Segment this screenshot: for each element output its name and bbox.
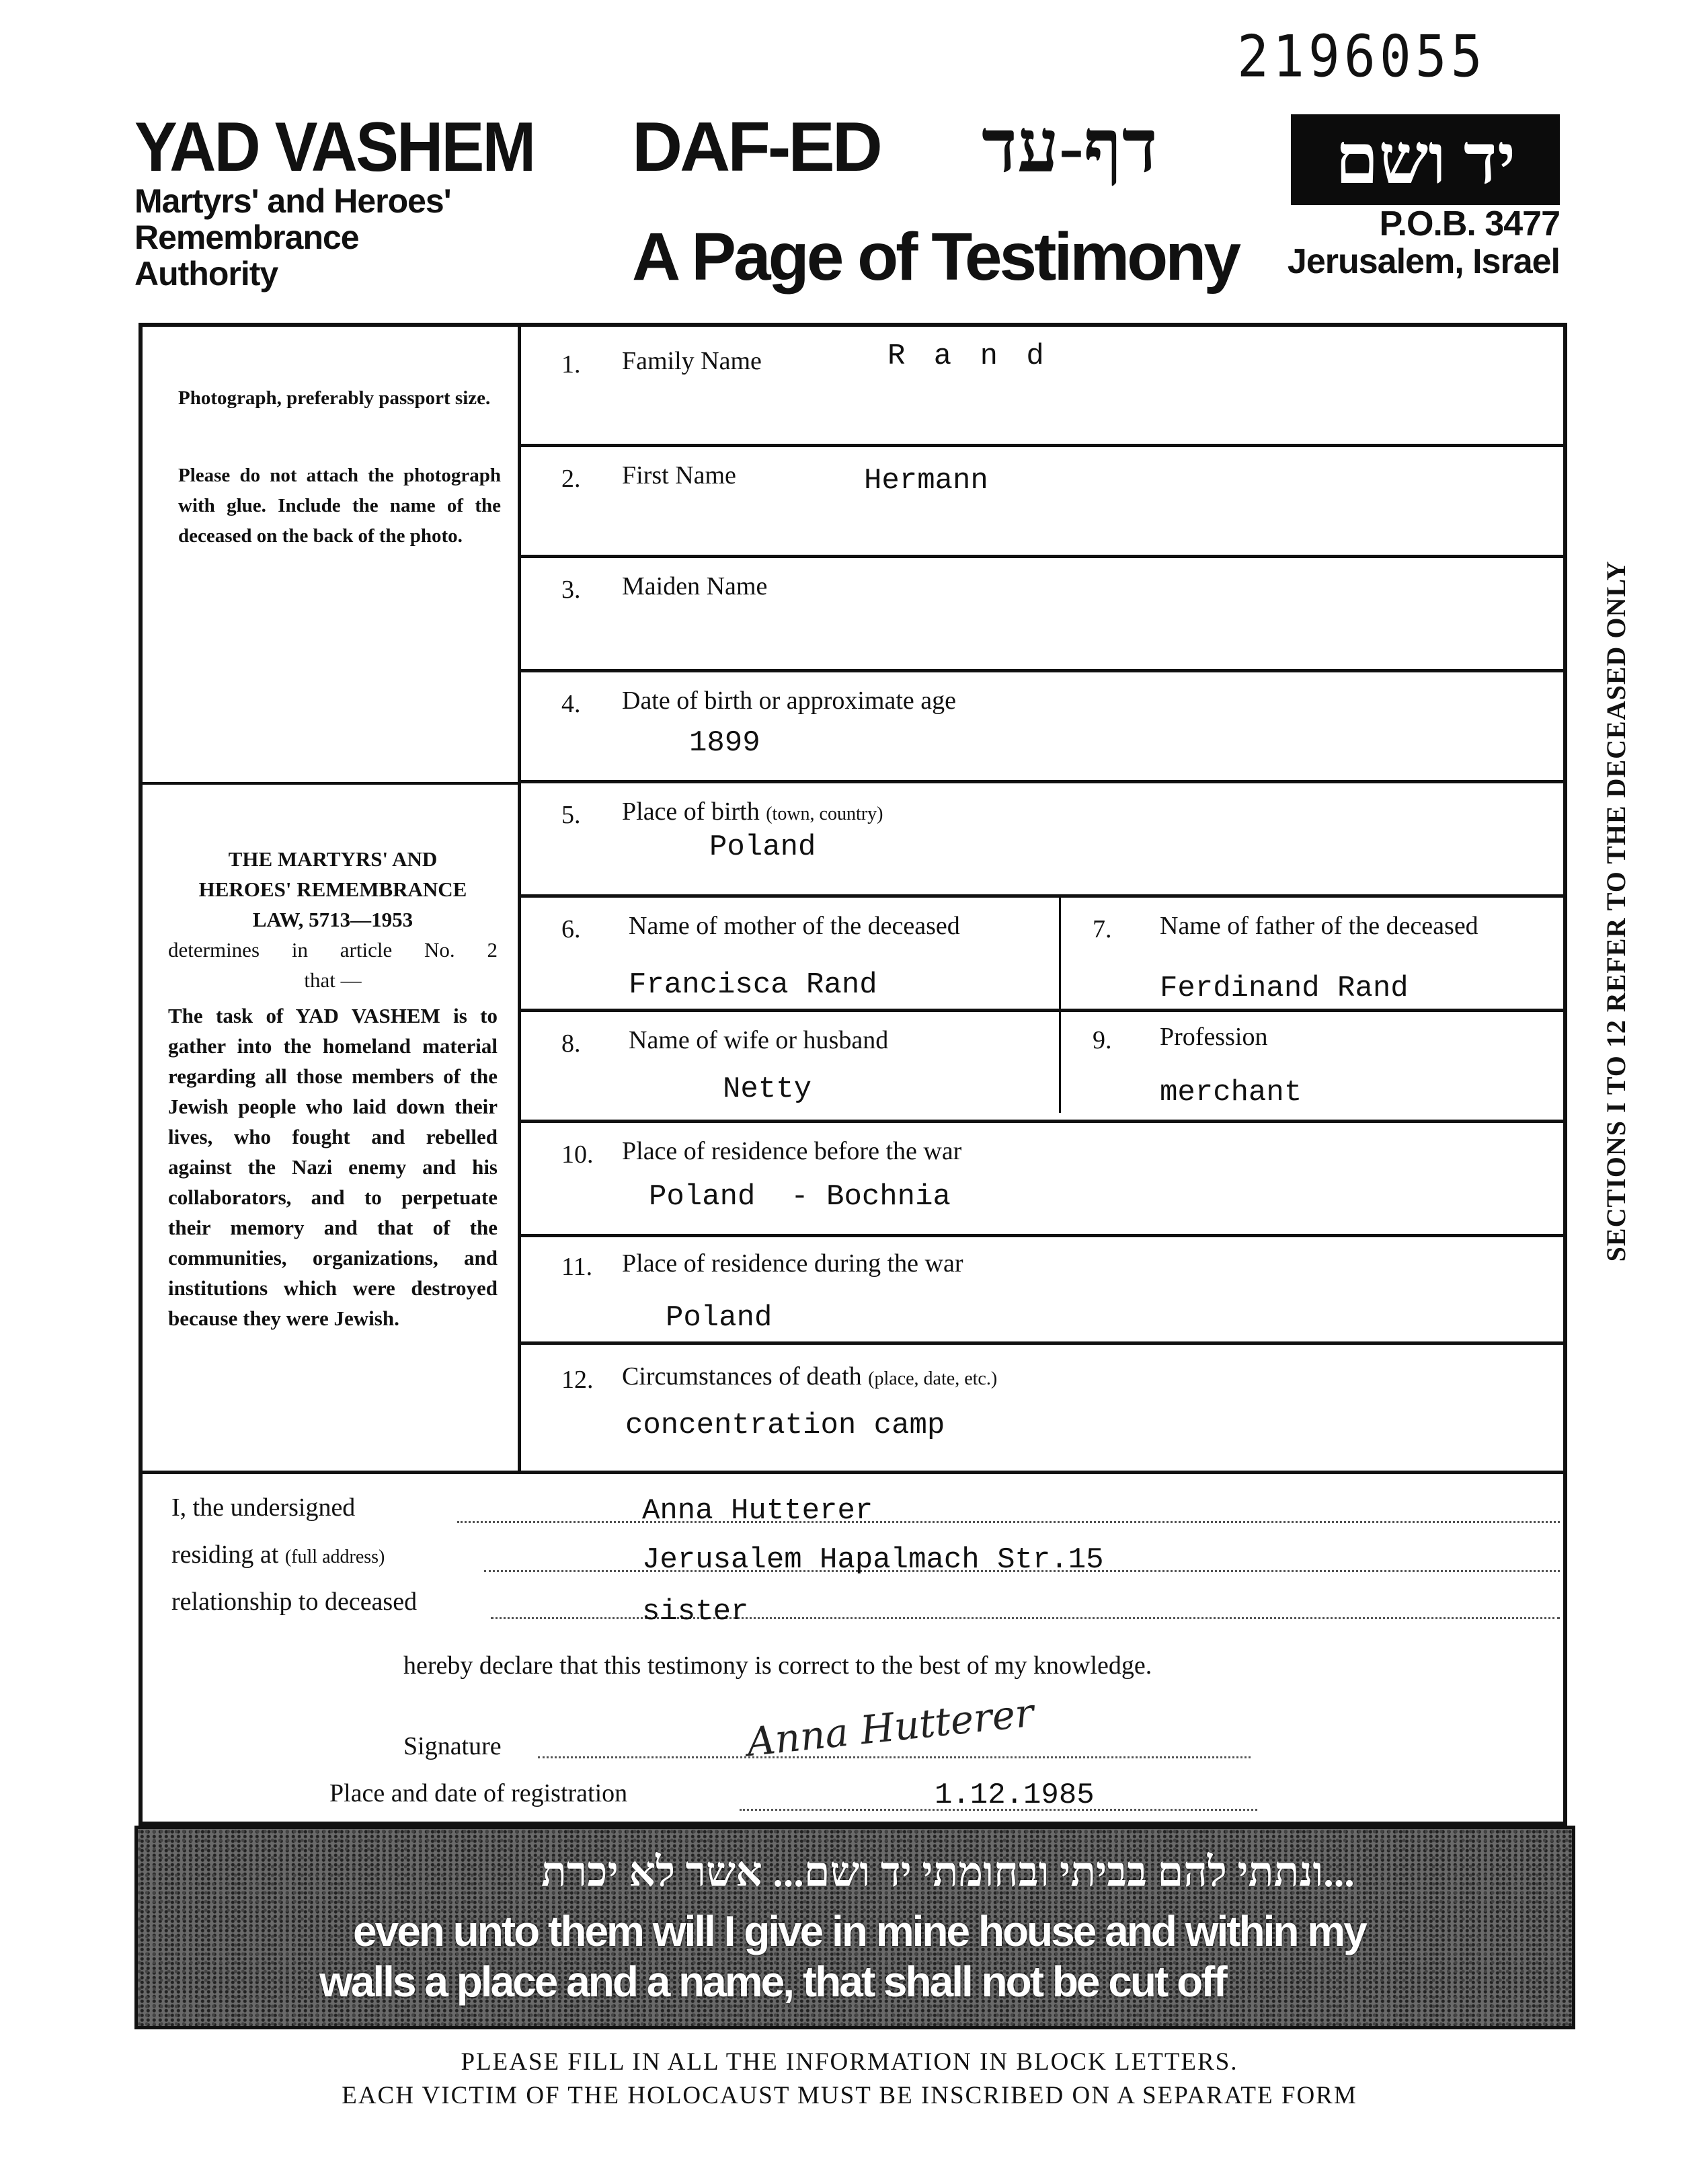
mother-name-label: Name of mother of the deceased bbox=[629, 912, 960, 940]
row-divider bbox=[520, 1120, 1567, 1123]
field-number: 7. bbox=[1093, 915, 1112, 943]
row-divider bbox=[520, 1341, 1567, 1345]
photo-instruction: Photograph, preferably passport size. bbox=[178, 387, 491, 409]
prewar-residence-label: Place of residence before the war bbox=[622, 1137, 962, 1165]
registration-label: Place and date of registration bbox=[329, 1779, 628, 1807]
scripture-banner bbox=[134, 1826, 1575, 2029]
family-name-value[interactable]: R a n d bbox=[887, 340, 1050, 373]
row-divider bbox=[520, 669, 1567, 672]
profession-label: Profession bbox=[1160, 1023, 1268, 1051]
father-name-label: Name of father of the deceased bbox=[1160, 912, 1478, 940]
column-divider bbox=[1059, 898, 1061, 1113]
footer-instruction: PLEASE FILL IN ALL THE INFORMATION IN BLOCK LETTERS. bbox=[461, 2048, 1238, 2076]
birthplace-label-text: Place of birth bbox=[622, 797, 760, 826]
field-number: 4. bbox=[561, 690, 581, 718]
spouse-name-value[interactable]: Netty bbox=[723, 1072, 812, 1106]
photo-attach-instruction: Please do not attach the photograph with glue. Include the name of the deceased on the back of the photo. bbox=[178, 465, 501, 547]
wartime-residence-value[interactable]: Poland bbox=[666, 1301, 773, 1335]
signature-dotted-line bbox=[538, 1756, 1251, 1758]
org-subtitle-line: Authority bbox=[134, 255, 278, 292]
city: Jerusalem, Israel bbox=[1287, 242, 1560, 281]
banner-english-line: even unto them will I give in mine house and within my bbox=[353, 1907, 1366, 1955]
law-heading: HEROES' REMEMBRANCE bbox=[198, 878, 467, 901]
undersigned-value[interactable]: Anna Hutterer bbox=[642, 1494, 873, 1528]
death-circumstances-label-text: Circumstances of death bbox=[622, 1362, 862, 1391]
birthplace-label bbox=[622, 797, 883, 826]
banner-hebrew-verse: ...ונתתי להם בביתי ובחומתי יד ושם... אשר לא יכרת bbox=[541, 1850, 1355, 1896]
row-divider bbox=[520, 780, 1567, 783]
spouse-name-label: Name of wife or husband bbox=[629, 1026, 889, 1054]
sections-note: SECTIONS I TO 12 REFER TO THE DECEASED ONLY bbox=[1601, 560, 1631, 1262]
serial-number: 2196055 bbox=[1237, 24, 1487, 91]
row-divider bbox=[520, 555, 1567, 558]
first-name-label: First Name bbox=[622, 461, 736, 490]
field-number: 11. bbox=[561, 1253, 593, 1281]
law-heading: THE MARTYRS' AND bbox=[228, 847, 438, 871]
first-name-value[interactable]: Hermann bbox=[864, 464, 988, 498]
photo-area-divider bbox=[139, 782, 520, 785]
prewar-residence-value[interactable]: Poland - Bochnia bbox=[649, 1180, 951, 1214]
org-name: YAD VASHEM bbox=[134, 108, 535, 186]
address-label-note: (full address) bbox=[284, 1547, 385, 1567]
registration-value[interactable]: 1.12.1985 bbox=[935, 1779, 1095, 1812]
po-box: P.O.B. 3477 bbox=[1379, 204, 1560, 243]
birthplace-label-note: (town, country) bbox=[766, 804, 883, 824]
yad-vashem-logo: יד ושם bbox=[1291, 114, 1560, 205]
row-divider bbox=[520, 1234, 1567, 1237]
address-label bbox=[171, 1540, 385, 1569]
field-number: 12. bbox=[561, 1366, 594, 1394]
signature[interactable]: Anna Hutterer bbox=[744, 1689, 1036, 1766]
form-name-hebrew: דף-עד bbox=[982, 106, 1158, 188]
relationship-label: relationship to deceased bbox=[171, 1588, 418, 1616]
field-number: 3. bbox=[561, 576, 581, 604]
field-number: 9. bbox=[1093, 1026, 1112, 1054]
form-name-english: DAF-ED bbox=[632, 108, 880, 186]
profession-value[interactable]: merchant bbox=[1160, 1076, 1302, 1109]
law-heading: LAW, 5713—1953 bbox=[252, 908, 413, 931]
law-intro-cont: that — bbox=[304, 968, 362, 992]
law-text bbox=[168, 844, 498, 1333]
death-circumstances-label-note: (place, date, etc.) bbox=[868, 1368, 998, 1389]
org-subtitle-line: Remembrance bbox=[134, 219, 359, 256]
field-number: 5. bbox=[561, 801, 581, 829]
death-circumstances-label bbox=[622, 1362, 997, 1391]
birth-date-label: Date of birth or approximate age bbox=[622, 687, 956, 715]
law-body: The task of YAD VASHEM is to gather into the homeland material regarding all those members of the Jewish people who laid down their lives, who fought and rebelled against the Nazi enemy and his collaborators, and to perpetuate their memory and that of the communities, organizations, and institutions which were destroyed because they were Jewish. bbox=[168, 1004, 498, 1330]
photo-column-divider bbox=[518, 323, 521, 1473]
footer-instruction: EACH VICTIM OF THE HOLOCAUST MUST BE INSCRIBED ON A SEPARATE FORM bbox=[342, 2082, 1357, 2109]
field-number: 8. bbox=[561, 1029, 581, 1058]
birth-date-value[interactable]: 1899 bbox=[689, 726, 760, 760]
row-divider bbox=[520, 444, 1567, 447]
declaration-statement: hereby declare that this testimony is correct to the best of my knowledge. bbox=[403, 1651, 1152, 1680]
signature-label: Signature bbox=[403, 1732, 502, 1760]
org-subtitle bbox=[134, 183, 451, 292]
field-number: 6. bbox=[561, 915, 581, 943]
declaration-divider bbox=[139, 1471, 1567, 1474]
undersigned-dotted-line bbox=[457, 1521, 1560, 1523]
maiden-name-label: Maiden Name bbox=[622, 572, 768, 600]
birthplace-value[interactable]: Poland bbox=[709, 830, 816, 864]
relationship-value[interactable]: sister bbox=[642, 1595, 749, 1629]
undersigned-label: I, the undersigned bbox=[171, 1493, 356, 1522]
page-title: A Page of Testimony bbox=[632, 219, 1238, 295]
mother-name-value[interactable]: Francisca Rand bbox=[629, 968, 877, 1002]
field-number: 1. bbox=[561, 350, 581, 379]
address-value[interactable]: Jerusalem Hapalmach Str.15 bbox=[642, 1543, 1104, 1577]
field-number: 2. bbox=[561, 465, 581, 493]
postal-address bbox=[1284, 205, 1560, 280]
wartime-residence-label: Place of residence during the war bbox=[622, 1249, 963, 1278]
law-intro: determines in article No. 2 bbox=[168, 938, 498, 962]
banner-english-line: walls a place and a name, that shall not be cut off bbox=[319, 1957, 1226, 2006]
field-number: 10. bbox=[561, 1140, 594, 1169]
death-circumstances-value[interactable]: concentration camp bbox=[625, 1409, 945, 1442]
row-divider bbox=[520, 1009, 1567, 1012]
father-name-value[interactable]: Ferdinand Rand bbox=[1160, 972, 1409, 1005]
family-name-label: Family Name bbox=[622, 347, 762, 375]
org-subtitle-line: Martyrs' and Heroes' bbox=[134, 182, 451, 220]
address-label-text: residing at bbox=[171, 1540, 279, 1569]
row-divider bbox=[520, 894, 1567, 898]
